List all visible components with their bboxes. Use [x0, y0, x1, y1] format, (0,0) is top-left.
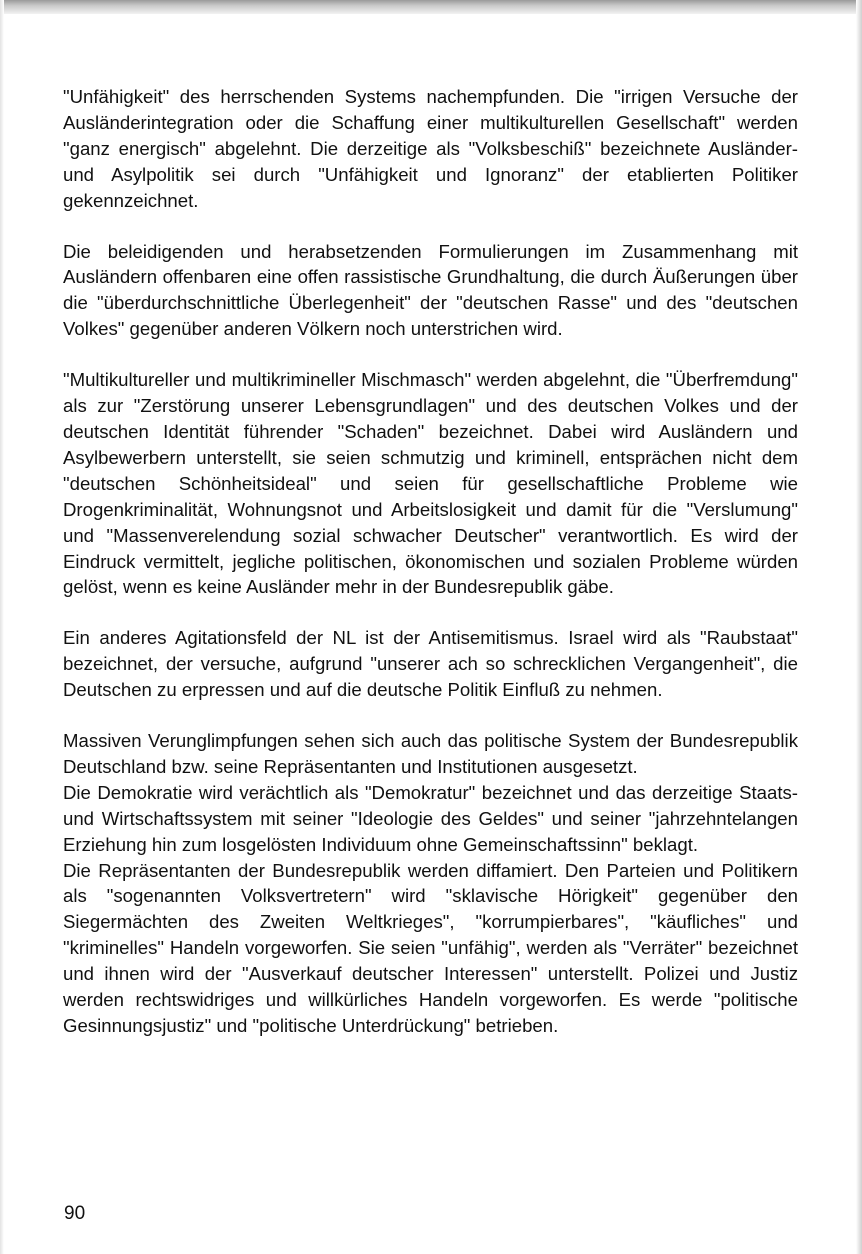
paragraph-6: Die Demokratie wird verächtlich als "Demokratur" bezeichnet und das derzeitige Staats- und Wirtschaftssystem mit seiner "Ideologie des Geldes" und seiner "jahrzehntelangen Erziehung hin zum losgelösten Individuum ohne Gemeinschaftssinn" beklagt. [63, 781, 798, 855]
scan-edge-right [856, 0, 862, 1254]
paragraph-3: "Multikultureller und multikrimineller Mischmasch" werden abgelehnt, die "Überfremdung" als zur "Zerstörung unserer Lebensgrundlagen" und des deutschen Volkes und der deutschen Identität führender "Schaden" bezeichnet. Dabei wird Ausländern und Asylbewerbern unterstellt, sie seien schmutzig und kriminell, entsprächen nicht dem "deutschen Schönheitsideal" und seien für gesellschaftliche Probleme wie Drogenkriminalität, Wohnungsnot und Arbeitslosigkeit und damit für die "Verslumung" und "Massenverelendung sozial schwacher Deutscher" verantwortlich. Es wird der Eindruck vermittelt, jegliche politischen, ökonomischen und sozialen Probleme würden gelöst, wenn es keine Ausländer mehr in der Bundesrepublik gäbe. [63, 369, 798, 598]
scan-edge-left [0, 0, 4, 1254]
paragraph-1: "Unfähigkeit" des herrschenden Systems nachempfunden. Die "irrigen Versuche der Ausländerintegration oder die Schaffung einer multikulturellen Gesellschaft" werden "ganz energisch" abgelehnt. Die derzeitige als "Volksbeschiß" bezeichnete Ausländer- und Asylpolitik sei durch "Unfähigkeit und Ignoranz" der etablierten Politiker gekennzeichnet. [63, 86, 798, 211]
paragraph-5: Massiven Verunglimpfungen sehen sich auch das politische System der Bundesrepublik Deutschland bzw. seine Repräsentanten und Institutionen ausgesetzt. [63, 730, 798, 777]
scan-edge-top [0, 0, 862, 14]
page-number: 90 [64, 1203, 86, 1224]
paragraph-4: Ein anderes Agitationsfeld der NL ist der Antisemitismus. Israel wird als "Raubstaat" bezeichnet, der versuche, aufgrund "unserer ach so schrecklichen Vergangenheit", die Deutschen zu erpressen und auf die deutsche Politik Einfluß zu nehmen. [63, 627, 798, 701]
paragraph-2: Die beleidigenden und herabsetzenden Formulierungen im Zusammenhang mit Ausländern offenbaren eine offen rassistische Grundhaltung, die durch Äußerungen über die "überdurchschnittliche Überlegenheit" der "deutschen Rasse" und des "deutschen Volkes" gegenüber anderen Völkern noch unterstrichen wird. [63, 240, 798, 340]
page-body [63, 84, 798, 1039]
paragraph-7: Die Repräsentanten der Bundesrepublik werden diffamiert. Den Parteien und Politikern als "sogenannten Volksvertretern" wird "sklavische Hörigkeit" gegenüber den Siegermächten des Zweiten Weltkrieges", "korrumpierbares", "käufliches" und "kriminelles" Handeln vorgeworfen. Sie seien "unfähig", werden als "Verräter" bezeichnet und ihnen wird der "Ausverkauf deutscher Interessen" unterstellt. Polizei und Justiz werden rechtswidriges und willkürliches Handeln vorgeworfen. Es werde "politische Gesinnungsjustiz" und "politische Unterdrückung" betrieben. [63, 859, 798, 1036]
